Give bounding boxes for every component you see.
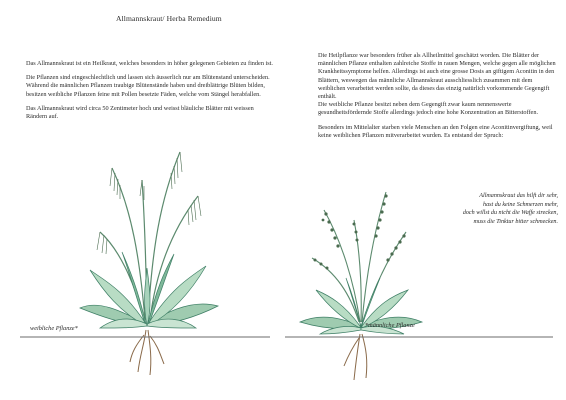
ground-line-left xyxy=(20,334,270,340)
male-plant-roots xyxy=(344,334,367,380)
paragraph-morphology: Die Pflanzen sind eingeschlechtlich und lassen sich äusserlich nur am Blütenstand unterscheiden. Während die männlichen Pflanzen traubige Blütenstände haben und dreiblättrige Blüten bilden, besitzen weibliche Pflanzen feine mit Pollen besetzte Fäden, welche vom Stängel herabfallen. xyxy=(26,74,270,98)
female-plant-leaves xyxy=(80,252,218,328)
female-plant-illustration xyxy=(60,140,240,380)
quote-line: muss die Tinktur bitter schmecken. xyxy=(473,218,558,225)
paragraph-saying-intro: Besonders im Mittelalter starben viele Menschen an den Folgen eine Aconitinvergiftung, weil keine weiblichen Pflanzen mitverarbeitet wurden. Es entstand der Spruch: xyxy=(318,123,553,139)
paragraph-female-plant: Die weibliche Pflanze besitzt neben dem Gegengift zwar kaum nennenswerte gesundheitsfördernde Stoffe allerdings jedoch eine hohe Konzentration an Bitterstoffen. xyxy=(318,101,539,117)
paragraph-history: Die Heilpflanze war besonders früher als Allheilmittel geschätzt worden. Die Blätter der männlichen Pflanze enthalten zahlreiche Stoffe in rauen Mengen, welche gegen alle möglichen Krankheitssymptome helfen. Allerdings ist auch eine grosse Dosis an giftigem Aconitin in den Blättern, weswegen das männliche Allmannskraut ausschliesslich zusammen mit dem weiblichen verarbeitet werden sollte, da dieses das einzig natürlich vorkommende Gegengift enthält. xyxy=(318,52,556,101)
caption-female-plant: weibliche Pflanze* xyxy=(30,325,78,332)
paragraph-intro: Das Allmannskraut ist ein Heilkraut, welches besonders in höher gelegenen Gebieten zu finden ist. xyxy=(26,60,273,67)
caption-male-plant: *männliche Pflanze xyxy=(365,322,415,329)
female-plant-pollen-threads xyxy=(97,152,201,254)
paragraph-size: Das Allmannskraut wird circa 50 Zentimeter hoch und weisst bläuliche Blätter mit weissen Rändern auf. xyxy=(26,104,254,121)
quote-line: Allmannskraut das hilft dir sehr, xyxy=(479,193,558,199)
left-text-column xyxy=(26,60,276,127)
male-plant-illustration xyxy=(282,182,442,387)
quote-line: doch willst du nicht die Waffe strecken, xyxy=(462,210,558,217)
quote-line: hast du keine Schmerzen mehr, xyxy=(483,201,558,208)
ground-line-right xyxy=(285,334,553,340)
right-text-column xyxy=(318,52,556,146)
page-title: Allmannskraut/ Herba Remedium xyxy=(116,14,222,23)
